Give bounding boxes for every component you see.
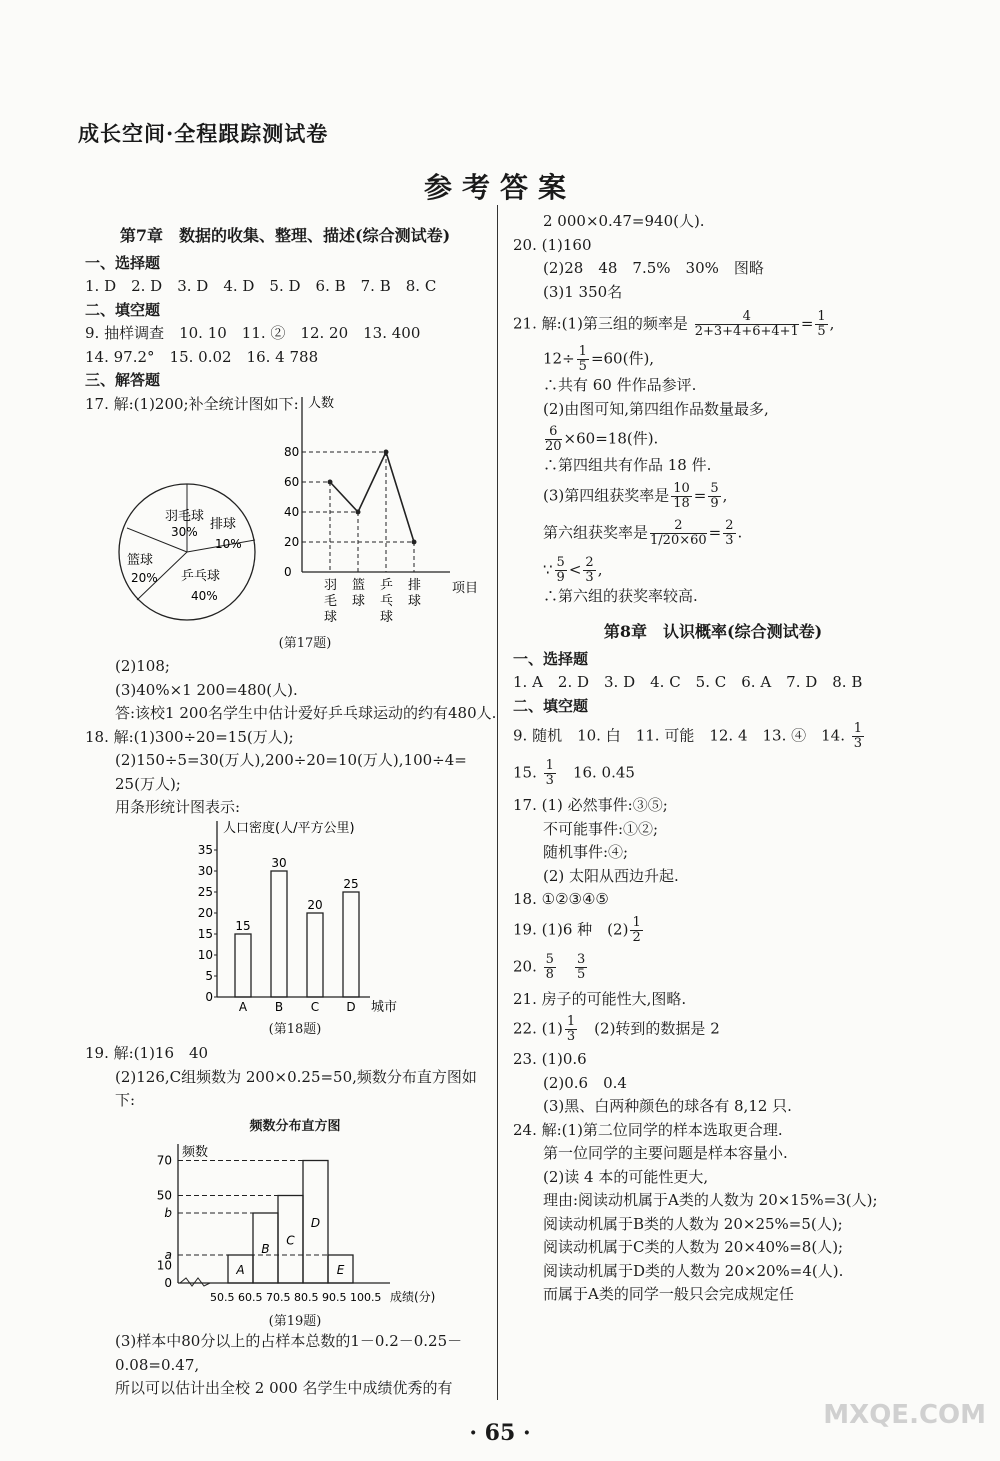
q20-text: 20. (1)160 bbox=[513, 235, 592, 254]
bar18-xlabel: 城市 bbox=[371, 1000, 398, 1015]
line17-xtick: 排 bbox=[408, 578, 422, 593]
line17-ytick: 0 bbox=[284, 565, 292, 579]
mc-answers: 1. D 2. D 3. D 4. D 5. D 6. B 7. B 8. C bbox=[85, 277, 437, 295]
pie-pct-badminton: 30% bbox=[171, 525, 198, 539]
ch8-q17b: 不可能事件:①②; bbox=[543, 819, 659, 838]
ch8-q24b: 第一位同学的主要问题是样本容量小. bbox=[543, 1144, 788, 1162]
q19-part2b: 下: bbox=[115, 1091, 136, 1109]
q21-line3: $\frac{6}{20}$ ×60=18(件). bbox=[545, 424, 659, 454]
left-column-4 bbox=[85, 1330, 490, 1401]
bar18-bar bbox=[271, 871, 287, 997]
q21-part2: (2)由图可知,第四组作品数量最多, bbox=[543, 399, 769, 418]
ch8-q23c: (3)黑、白两种颜色的球各有 8,12 只. bbox=[543, 1097, 792, 1115]
bar18-data-label: 30 bbox=[271, 856, 287, 870]
hist-ytick: 0 bbox=[164, 1276, 172, 1290]
ch8-q24c: (2)读 4 本的可能性更大, bbox=[543, 1167, 709, 1186]
pie-pct-volleyball: 10% bbox=[215, 537, 242, 551]
bar18-ytick: 30 bbox=[197, 864, 213, 878]
q17-part3: (3)40%×1 200=480(人). bbox=[115, 680, 298, 699]
hist-ytick: a bbox=[164, 1248, 172, 1262]
line17-xtick: 篮 bbox=[352, 578, 366, 593]
bar18-bar bbox=[343, 892, 359, 997]
line17-xtick: 球 bbox=[324, 610, 338, 625]
line17-xtick: 球 bbox=[380, 610, 394, 625]
bar18-xtick: C bbox=[310, 1000, 320, 1014]
left-column-3 bbox=[85, 1042, 490, 1113]
bar18-ylabel: 人口密度(人/平方公里) bbox=[223, 821, 355, 836]
chapter7-heading: 第7章 数据的收集、整理、描述(综合测试卷) bbox=[119, 226, 451, 245]
ch8-q24f: 阅读动机属于C类的人数为 20×40%=8(人); bbox=[543, 1238, 844, 1256]
ch8-q17d: (2) 太阳从西边升起. bbox=[543, 866, 679, 885]
bar18-bar bbox=[235, 934, 251, 997]
q21-line2: 12÷ $\frac{1}{5}$ =60(件), bbox=[543, 344, 655, 374]
bar18-ytick: 15 bbox=[197, 927, 213, 941]
q19-result: 2 000×0.47=940(人). bbox=[543, 212, 705, 230]
ch8-fill-2: 15. $\frac{1}{3}$ 16. 0.45 bbox=[513, 758, 635, 788]
line17-ytick: 80 bbox=[284, 445, 300, 459]
bar18-ytick: 5 bbox=[205, 969, 213, 983]
q18-part2b: 25(万人); bbox=[115, 774, 181, 793]
ch8-q24h: 而属于A类的同学一般只会完成规定任 bbox=[543, 1285, 794, 1303]
series-header: 成长空间·全程跟踪测试卷 bbox=[78, 121, 329, 146]
pie-pct-tabletennis: 40% bbox=[191, 589, 218, 603]
ch8-q24d: 理由:阅读动机属于A类的人数为 20×15%=3(人); bbox=[543, 1191, 878, 1209]
line17-ytick: 40 bbox=[284, 505, 300, 519]
left-column bbox=[85, 218, 485, 416]
q18-bar-chart bbox=[185, 815, 425, 1020]
ch8-q17c: 随机事件:④; bbox=[543, 843, 629, 861]
line17-xtick: 乓 bbox=[380, 594, 394, 609]
q18-part3: 用条形统计图表示: bbox=[115, 798, 241, 816]
pie-pct-basketball: 20% bbox=[131, 571, 158, 585]
line17-ytick: 60 bbox=[284, 475, 300, 489]
q19-part3: (3)样本中80分以上的占样本总数的1－0.2－0.25－ bbox=[115, 1332, 463, 1350]
line17-series bbox=[330, 452, 414, 542]
line17-xtick: 球 bbox=[408, 594, 422, 609]
ch8-q19: 19. (1)6 种 (2) $\frac{1}{2}$ bbox=[513, 914, 641, 945]
q21-line4: (3)第四组获奖率是 $\frac{10}{18}$ = $\frac{5}{9}$ , bbox=[543, 480, 728, 511]
pie-label-tabletennis: 乒乓球 bbox=[181, 569, 221, 584]
ch8-q23: 23. (1)0.6 bbox=[513, 1050, 587, 1068]
q17-line-chart bbox=[280, 392, 480, 627]
section-choice: 一、选择题 bbox=[85, 253, 161, 272]
bar18-xtick: D bbox=[346, 1000, 356, 1014]
bar18-ytick: 20 bbox=[197, 906, 213, 920]
bar18-ytick: 10 bbox=[197, 948, 213, 962]
pie-label-basketball: 篮球 bbox=[127, 553, 154, 568]
q18-part2: (2)150÷5=30(万人),200÷20=10(万人),100÷4= bbox=[115, 751, 467, 769]
ch8-q24g: 阅读动机属于D类的人数为 20×20%=4(人). bbox=[543, 1261, 844, 1280]
hist-ytick: 50 bbox=[156, 1188, 172, 1203]
q19-part2: (2)126,C组频数为 200×0.25=50,频数分布直方图如 bbox=[115, 1067, 477, 1086]
q17-answer: 答:该校1 200名学生中估计爱好乒乓球运动的约有480人. bbox=[115, 704, 497, 722]
q21-line6: ∵ $\frac{5}{9}$ < $\frac{2}{3}$ , bbox=[543, 554, 603, 585]
hist-bar-label: C bbox=[286, 1233, 295, 1248]
q21-frac1: $\frac{4}{2+3+4+6+4+1}$ bbox=[694, 309, 799, 339]
ch8-q17: 17. (1) 必然事件:③⑤; bbox=[513, 796, 668, 814]
q21-conc2: ∴第四组共有作品 18 件. bbox=[543, 456, 712, 474]
bar18-data-label: 25 bbox=[343, 877, 359, 891]
ch8-q24: 24. 解:(1)第二位同学的样本选取更合理. bbox=[513, 1120, 783, 1139]
line17-xtick: 羽 bbox=[324, 578, 338, 593]
bar18-xtick: B bbox=[274, 1000, 284, 1014]
ch8-q20: 20. $\frac{5}{8}$ $\frac{3}{5}$ bbox=[513, 951, 586, 982]
hist-ytick: 70 bbox=[156, 1153, 172, 1168]
q19-part3c: 所以可以估计出全校 2 000 名学生中成绩优秀的有 bbox=[115, 1379, 453, 1397]
chapter8-heading: 第8章 认识概率(综合测试卷) bbox=[603, 622, 823, 641]
fill-answers-1: 9. 抽样调查 10. 10 11. ② 12. 20 13. 400 bbox=[85, 324, 421, 342]
hist-title: 频数分布直方图 bbox=[249, 1119, 341, 1134]
q17-part2: (2)108; bbox=[115, 657, 170, 675]
pie-label-badminton: 羽毛球 bbox=[165, 509, 205, 524]
q21-text: 21. 解:(1)第三组的频率是 bbox=[513, 314, 688, 333]
ch8-q21: 21. 房子的可能性大,图略. bbox=[513, 989, 687, 1008]
page-title: 参考答案 bbox=[423, 171, 576, 204]
bar18-ytick: 35 bbox=[197, 843, 213, 857]
ch8-mc-answers: 1. A 2. D 3. D 4. C 5. C 6. A 7. D 8. B bbox=[513, 673, 863, 691]
q20-part2: (2)28 48 7.5% 30% 图略 bbox=[543, 259, 764, 277]
hist-bar-label: B bbox=[261, 1242, 270, 1256]
ch8-q23b: (2)0.6 0.4 bbox=[543, 1073, 627, 1092]
hist-bar-label: E bbox=[336, 1263, 345, 1277]
q17-pie-chart bbox=[115, 480, 275, 630]
bar18-ytick: 25 bbox=[197, 885, 213, 899]
watermark: MXQE.COM bbox=[823, 1400, 986, 1430]
q19-text: 19. 解:(1)16 40 bbox=[85, 1044, 209, 1062]
q18-text: 18. 解:(1)300÷20=15(万人); bbox=[85, 727, 294, 746]
q19-histogram bbox=[150, 1138, 450, 1313]
page-number: · 65 · bbox=[469, 1420, 531, 1446]
q21-line5: 第六组获奖率是 $\frac{2}{1/20\times 60}$ = $\frac{2}{3}$ . bbox=[543, 517, 743, 548]
hist-bar-label: D bbox=[310, 1215, 321, 1230]
q21-frac2: $\frac{1}{5}$ bbox=[817, 309, 826, 339]
hist-ytick: 10 bbox=[156, 1258, 172, 1273]
bar18-data-label: 20 bbox=[307, 898, 323, 912]
line17-ytick: 20 bbox=[284, 535, 300, 549]
line17-xlabel: 项目 bbox=[452, 581, 479, 596]
q19-caption: (第19题) bbox=[268, 1314, 322, 1329]
ch8-q18: 18. ①②③④⑤ bbox=[513, 890, 609, 908]
right-column bbox=[513, 210, 913, 1307]
column-divider bbox=[497, 205, 498, 1400]
ch8-section-choice: 一、选择题 bbox=[513, 649, 589, 668]
ch8-q22: 22. (1) $\frac{1}{3}$ (2)转到的数据是 2 bbox=[513, 1014, 720, 1044]
hist-bar-label: A bbox=[236, 1263, 245, 1277]
q21-conc1: ∴共有 60 件作品参评. bbox=[543, 376, 697, 394]
q21-line1: 21. 解:(1)第三组的频率是 $\frac{4}{2+3+4+6+4+1}$ = $\frac{1}{5}$ , bbox=[513, 309, 835, 339]
hist-xlabel: 成绩(分) bbox=[390, 1290, 436, 1304]
line17-xtick: 球 bbox=[352, 594, 366, 609]
bar18-bar bbox=[307, 913, 323, 997]
hist-xticks: 50.5 60.5 70.5 80.5 90.5 100.5 bbox=[210, 1291, 382, 1304]
q18-caption: (第18题) bbox=[268, 1022, 322, 1037]
bar18-xtick: A bbox=[238, 1000, 248, 1014]
pie-label-volleyball: 排球 bbox=[210, 517, 237, 532]
fill-answers-2: 14. 97.2° 15. 0.02 16. 4 788 bbox=[85, 347, 319, 366]
section-fill: 二、填空题 bbox=[85, 300, 161, 319]
q21-conc3: ∴第六组的获奖率较高. bbox=[543, 586, 698, 605]
line17-xtick: 乒 bbox=[380, 578, 394, 593]
hist-ytick: b bbox=[164, 1206, 172, 1220]
q19-part3b: 0.08=0.47, bbox=[115, 1355, 200, 1374]
ch8-q24e: 阅读动机属于B类的人数为 20×25%=5(人); bbox=[543, 1214, 843, 1233]
bar18-data-label: 15 bbox=[235, 919, 251, 933]
line17-ylabel: 人数 bbox=[308, 396, 335, 411]
line17-xtick: 毛 bbox=[324, 594, 338, 609]
ch8-section-fill: 二、填空题 bbox=[513, 696, 589, 715]
hist-ylabel: 频数 bbox=[182, 1145, 209, 1160]
bar18-ytick: 0 bbox=[205, 990, 213, 1004]
ch8-fill-1: 9. 随机 10. 白 11. 可能 12. 4 13. ④ 14. $\frac{1}{3}$ bbox=[513, 721, 863, 751]
q17-caption: (第17题) bbox=[278, 636, 332, 651]
q17-text: 17. 解:(1)200;补全统计图如下: bbox=[85, 394, 299, 413]
left-column-2 bbox=[85, 655, 497, 820]
section-solve: 三、解答题 bbox=[85, 371, 161, 389]
q20-part3: (3)1 350名 bbox=[543, 282, 623, 301]
